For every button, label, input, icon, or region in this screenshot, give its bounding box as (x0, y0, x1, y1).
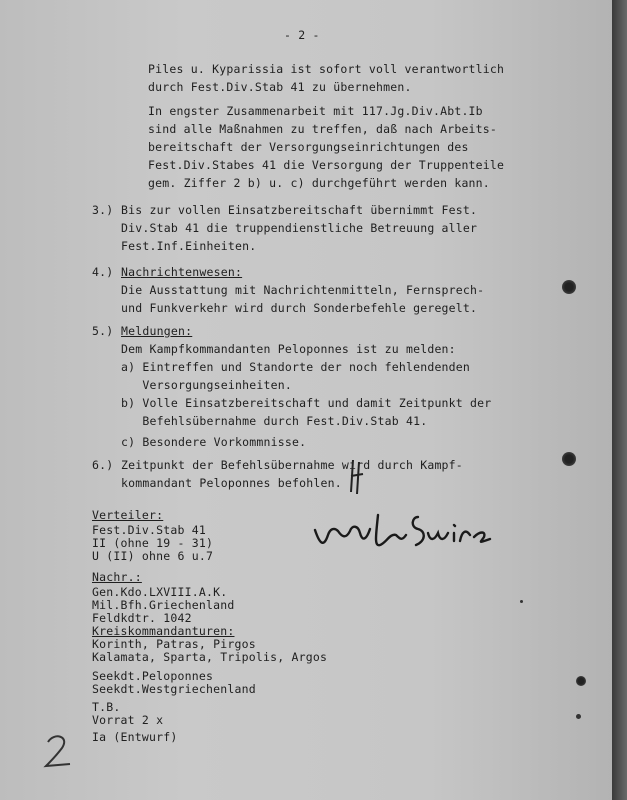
kreis-line-1: Korinth, Patras, Pirgos (92, 637, 256, 651)
speck (520, 600, 523, 603)
margin-handwritten-mark (40, 730, 80, 770)
page-number: - 2 - (284, 28, 320, 42)
handwritten-initials (345, 458, 375, 498)
section-4-line-1: Die Ausstattung mit Nachrichtenmitteln, Fernsprech- (121, 283, 485, 297)
nachr-line-3: Feldkdtr. 1042 (92, 611, 192, 625)
nachr-label: Nachr.: (92, 570, 142, 584)
speck (576, 714, 581, 719)
verteiler-label: Verteiler: (92, 508, 164, 522)
section-5-item-b: b) Volle Einsatzbereitschaft und damit Zeitpunkt der (121, 396, 492, 410)
section-6-line-2: kommandant Peloponnes befohlen. (121, 476, 342, 490)
intro-line-1: Piles u. Kyparissia ist sofort voll verantwortlich (148, 62, 505, 76)
punch-hole (576, 676, 586, 686)
nachr-line-2: Mil.Bfh.Griechenland (92, 598, 235, 612)
section-6-number: 6.) (92, 458, 114, 472)
tail-line-2: Vorrat 2 x (92, 713, 164, 727)
section-3-line-2: Div.Stab 41 die truppendienstliche Betreuung aller (121, 221, 478, 235)
section-6-line-1: Zeitpunkt der Befehlsübernahme wird durch Kampf- (121, 458, 463, 472)
nachr-line-1: Gen.Kdo.LXVIII.A.K. (92, 585, 228, 599)
section-5-line-1: Dem Kampfkommandanten Peloponnes ist zu melden: (121, 342, 456, 356)
section-4-number: 4.) (92, 265, 114, 279)
intro-para-line-1: In engster Zusammenarbeit mit 117.Jg.Div.Abt.Ib (148, 104, 483, 118)
section-3-line-1: Bis zur vollen Einsatzbereitschaft übernimmt Fest. (121, 203, 478, 217)
intro-line-2: durch Fest.Div.Stab 41 zu übernehmen. (148, 80, 412, 94)
section-5-heading: Meldungen: (121, 324, 193, 338)
seekdt-line-2: Seekdt.Westgriechenland (92, 682, 256, 696)
punch-hole (562, 452, 576, 466)
section-5-item-b-cont: Befehlsübernahme durch Fest.Div.Stab 41. (121, 414, 428, 428)
intro-para-line-4: Fest.Div.Stabes 41 die Versorgung der Truppenteile (148, 158, 505, 172)
intro-para-line-5: gem. Ziffer 2 b) u. c) durchgeführt werden kann. (148, 176, 490, 190)
punch-hole (562, 280, 576, 294)
section-5-item-a-cont: Versorgungseinheiten. (121, 378, 292, 392)
verteiler-line-1: Fest.Div.Stab 41 (92, 523, 206, 537)
section-5-number: 5.) (92, 324, 114, 338)
kreis-label: Kreiskommandanturen: (92, 624, 235, 638)
section-4-line-2: und Funkverkehr wird durch Sonderbefehle geregelt. (121, 301, 478, 315)
tail-line-3: Ia (Entwurf) (92, 730, 178, 744)
kreis-line-2: Kalamata, Sparta, Tripolis, Argos (92, 650, 328, 664)
faded-margin-stamp (0, 185, 64, 245)
verteiler-line-2: II (ohne 19 - 31) (92, 536, 214, 550)
section-4-heading: Nachrichtenwesen: (121, 265, 243, 279)
signature (310, 505, 500, 565)
page-edge-shadow (612, 0, 627, 800)
intro-para-line-2: sind alle Maßnahmen zu treffen, daß nach Arbeits- (148, 122, 498, 136)
section-3-line-3: Fest.Inf.Einheiten. (121, 239, 257, 253)
seekdt-line-1: Seekdt.Peloponnes (92, 669, 214, 683)
section-5-item-c: c) Besondere Vorkommnisse. (121, 435, 307, 449)
section-5-item-a: a) Eintreffen und Standorte der noch fehlendenden (121, 360, 471, 374)
intro-para-line-3: bereitschaft der Versorgungseinrichtungen des (148, 140, 469, 154)
section-3-number: 3.) (92, 203, 114, 217)
tail-line-1: T.B. (92, 700, 121, 714)
verteiler-line-3: U (II) ohne 6 u.7 (92, 549, 214, 563)
